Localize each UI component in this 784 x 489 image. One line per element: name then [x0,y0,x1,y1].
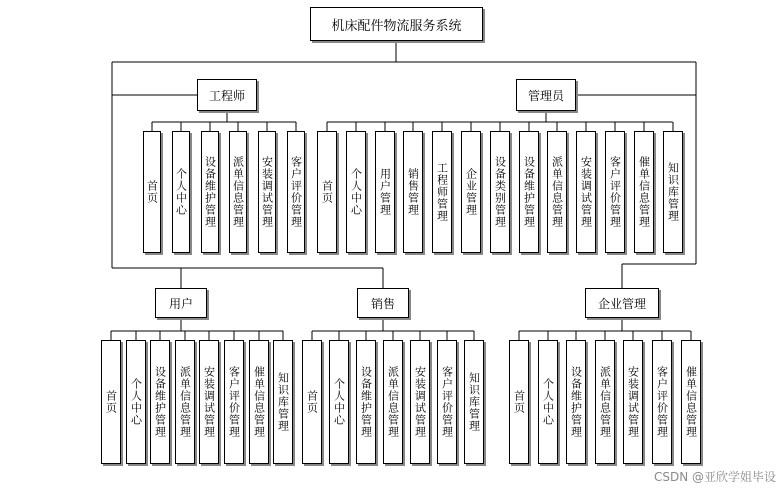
function-node [576,131,596,253]
function-node-label: 首页 [305,390,319,414]
function-node-label: 用户管理 [378,168,392,216]
function-node-label: 设备维护管理 [569,366,583,438]
function-node-label: 安装调试管理 [626,366,640,438]
function-node [490,131,510,253]
function-node [538,340,558,464]
function-node-label: 首页 [104,390,118,414]
function-node [273,340,293,464]
function-node [317,131,337,253]
function-node [199,340,219,464]
function-node [410,340,430,464]
function-node [595,340,615,464]
function-node-label: 派单信息管理 [550,156,564,228]
function-node-label: 首页 [145,180,159,204]
role-node-label: 销售 [370,296,395,311]
function-node [519,131,539,253]
role-node-label: 企业管理 [597,296,646,311]
function-node [681,340,701,464]
function-node-label: 首页 [512,390,526,414]
function-node-label: 销售管理 [406,168,420,216]
function-node-label: 工程师管理 [435,162,449,222]
function-node-label: 设备维护管理 [203,156,217,228]
function-node [375,131,395,253]
watermark-text: CSDN @亚欣学姐毕设 [653,470,776,484]
function-node-label: 知识库管理 [467,372,481,432]
function-node-label: 个人中心 [541,378,555,426]
function-node [249,340,269,464]
function-node [126,340,146,464]
function-node-label: 个人中心 [332,378,346,426]
function-node [287,131,305,253]
function-node-label: 个人中心 [129,378,143,426]
function-node-label: 设备维护管理 [359,366,373,438]
function-node [150,340,170,464]
function-node [634,131,654,253]
function-node-label: 派单信息管理 [386,366,400,438]
function-node [623,340,643,464]
function-node-label: 设备类别管理 [493,156,507,228]
function-node-label: 派单信息管理 [178,366,192,438]
function-node [547,131,567,253]
role-node [197,79,257,111]
function-node [652,340,672,464]
function-node-label: 催单信息管理 [684,366,698,438]
function-node-label: 首页 [320,180,334,204]
function-node-label: 派单信息管理 [598,366,612,438]
function-node-label: 客户评价管理 [655,366,669,438]
function-node-label: 客户评价管理 [608,156,622,228]
function-node-label: 知识库管理 [666,162,680,222]
function-node-label: 派单信息管理 [231,156,245,228]
root-node-label: 机床配件物流服务系统 [331,18,462,34]
function-node-label: 设备维护管理 [153,366,167,438]
function-node [383,340,403,464]
function-node-label: 企业管理 [464,168,478,216]
role-node [585,288,659,318]
function-node-label: 安装调试管理 [579,156,593,228]
function-node [258,131,276,253]
function-node [175,340,195,464]
function-node [143,131,161,253]
function-node [663,131,683,253]
function-node-label: 知识库管理 [276,372,290,432]
function-node [509,340,529,464]
function-node-label: 安装调试管理 [413,366,427,438]
function-node-label: 个人中心 [349,168,363,216]
function-node [605,131,625,253]
function-node-label: 个人中心 [174,168,188,216]
function-node [302,340,322,464]
function-node-label: 催单信息管理 [637,156,651,228]
function-node-label: 催单信息管理 [252,366,266,438]
function-node [101,340,121,464]
function-node [464,340,484,464]
role-node [357,288,409,318]
function-node-label: 设备维护管理 [522,156,536,228]
function-node-label: 安装调试管理 [202,366,216,438]
function-node [201,131,219,253]
function-node [461,131,481,253]
function-node-label: 安装调试管理 [260,156,274,228]
function-node [229,131,247,253]
root-node [310,7,483,41]
function-node-label: 客户评价管理 [289,156,303,228]
function-node-label: 客户评价管理 [227,366,241,438]
role-node-label: 管理员 [527,88,564,103]
function-node [356,340,376,464]
function-node [224,340,244,464]
role-node-label: 工程师 [208,88,245,103]
function-node [172,131,190,253]
function-node [403,131,423,253]
role-node [516,79,576,111]
function-node [329,340,349,464]
function-node [346,131,366,253]
function-node-label: 客户评价管理 [440,366,454,438]
function-node [437,340,457,464]
function-node [566,340,586,464]
role-node-label: 用户 [168,296,193,311]
role-node [155,288,207,318]
function-node [432,131,452,253]
